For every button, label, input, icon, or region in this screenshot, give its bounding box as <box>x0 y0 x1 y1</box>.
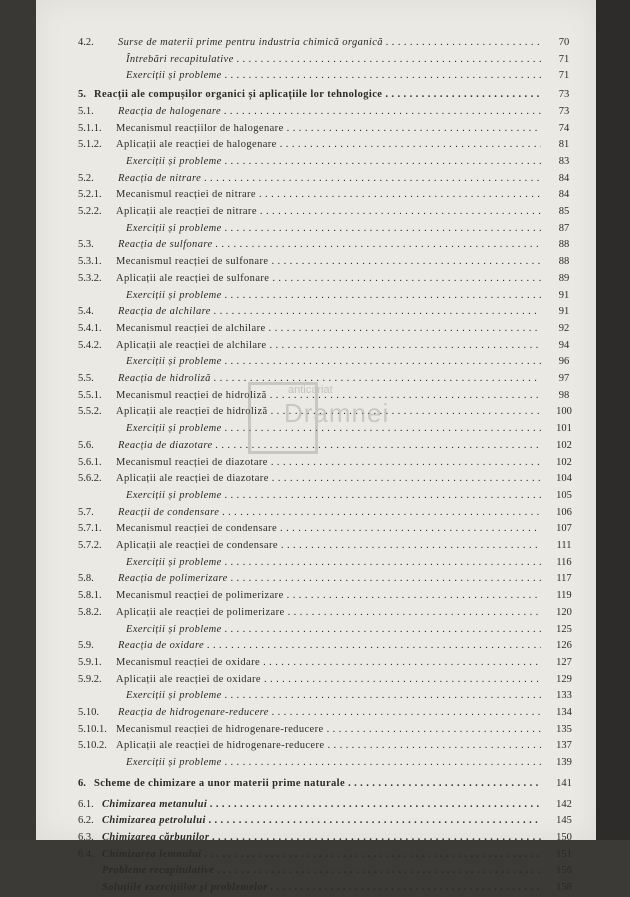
toc-entry-page: 135 <box>556 723 572 735</box>
toc-entry-number: 5.4.1. <box>78 322 102 334</box>
toc-entry-title: Scheme de chimizare a unor materii prime naturale . . . <box>94 775 541 793</box>
toc-entry-title: Reacția de polimerizare . . . <box>118 570 541 588</box>
toc-entry-page: 91 <box>558 289 570 301</box>
toc-entry-page: 141 <box>556 777 572 789</box>
toc-entry-title: Exerciții și probleme . . . <box>126 687 541 705</box>
toc-entry-number: 5.3. <box>78 239 94 251</box>
toc-entry-title: Reacția de nitrare . . . <box>118 170 541 188</box>
toc-entry-page: 150 <box>556 831 572 843</box>
toc-entry-page: 120 <box>556 606 572 618</box>
toc-entry-number: 5.2.1. <box>78 189 102 201</box>
toc-entry <box>36 637 596 655</box>
watermark-line2: Dramnei <box>284 398 390 428</box>
toc-entry-number: 6.2. <box>78 815 94 827</box>
toc-entry-page: 74 <box>558 122 570 134</box>
toc-entry-number: 6.3. <box>78 831 94 843</box>
toc-entry-title: Mecanismul reacției de hidroliză . . . <box>116 387 541 405</box>
toc-entry <box>36 270 596 288</box>
toc-entry-page: 158 <box>556 882 572 893</box>
toc-entry-title: Reacții de condensare . . . <box>118 504 541 522</box>
toc-entry <box>36 253 596 271</box>
toc-entry-title: Probleme recapitulative . . . <box>102 862 541 880</box>
toc-entry <box>36 775 596 793</box>
toc-entry <box>36 51 596 69</box>
toc-entry <box>36 470 596 488</box>
toc-entry-title: Reacția de sulfonare . . . <box>118 236 541 254</box>
toc-entry <box>36 320 596 338</box>
toc-entry <box>36 287 596 305</box>
toc-entry <box>36 170 596 188</box>
toc-entry-page: 107 <box>556 523 572 535</box>
toc-entry-title: Chimizarea petrolului . . . <box>102 812 541 830</box>
toc-entry-title: Aplicații ale reacției de polimerizare . . . <box>116 604 541 622</box>
toc-entry-title: Exerciții și probleme . . . <box>126 487 541 505</box>
toc-entry-page: 73 <box>558 89 570 101</box>
toc-entry <box>36 879 596 897</box>
toc-entry-title: Exerciții și probleme . . . <box>126 220 541 238</box>
toc-entry-number: 5.9.2. <box>78 673 102 685</box>
toc-entry-title: Exerciții și probleme . . . <box>126 420 541 438</box>
toc-entry-page: 137 <box>556 740 572 752</box>
toc-entry-number: 5.6.1. <box>78 456 102 468</box>
toc-entry <box>36 737 596 755</box>
toc-entry-number: 5.10.2. <box>78 740 107 752</box>
toc-entry-number: 5.1.2. <box>78 139 102 151</box>
toc-entry <box>36 754 596 772</box>
toc-entry <box>36 67 596 85</box>
toc-entry-number: 6.1. <box>78 798 94 810</box>
toc-entry-title: Aplicații ale reacției de nitrare . . . <box>116 203 541 221</box>
toc-entry <box>36 487 596 505</box>
toc-entry-page: 102 <box>556 439 572 451</box>
toc-entry-title: Aplicații ale reacției de hidroliză . . . <box>116 403 541 421</box>
toc-entry-title: Aplicații ale reacției de diazotare . . . <box>116 470 541 488</box>
toc-entry-title: Chimizarea cărbunilor . . . <box>102 829 541 847</box>
toc-entry-number: 5.10. <box>78 707 99 718</box>
toc-entry-page: 87 <box>558 222 570 234</box>
toc-entry-page: 129 <box>556 673 572 685</box>
toc-entry-page: 100 <box>556 406 572 418</box>
toc-entry <box>36 303 596 321</box>
toc-entry <box>36 454 596 472</box>
toc-entry-page: 104 <box>556 473 572 485</box>
toc-entry <box>36 537 596 555</box>
toc-entry-page: 81 <box>558 139 570 151</box>
toc-entry <box>36 520 596 538</box>
toc-entry-title: Exerciții și probleme . . . <box>126 67 541 85</box>
toc-entry-page: 117 <box>556 573 572 585</box>
toc-entry <box>36 687 596 705</box>
toc-entry <box>36 370 596 388</box>
toc-entry <box>36 704 596 722</box>
toc-entry-title: Mecanismul reacției de alchilare . . . <box>116 320 541 338</box>
toc-entry-page: 119 <box>556 590 572 602</box>
toc-entry <box>36 570 596 588</box>
toc-entry <box>36 604 596 622</box>
toc-entry-page: 73 <box>558 105 570 117</box>
toc-entry-title: Aplicații ale reacției de alchilare . . . <box>116 337 541 355</box>
toc-entry <box>36 504 596 522</box>
toc-entry-title: Reacția de halogenare . . . <box>118 103 541 121</box>
toc-entry <box>36 353 596 371</box>
toc-entry-page: 85 <box>558 206 570 217</box>
toc-entry-page: 142 <box>556 798 572 810</box>
toc-entry-page: 98 <box>558 389 570 401</box>
toc-entry-page: 88 <box>558 239 570 251</box>
toc-entry-title: Exerciții și probleme . . . <box>126 153 541 171</box>
toc-entry-title: Mecanismul reacției de condensare . . . <box>116 520 541 538</box>
toc-entry <box>36 554 596 572</box>
toc-entry-title: Întrebări recapitulative . . . <box>126 51 541 69</box>
toc-entry-number: 5.6.2. <box>78 473 102 485</box>
toc-entry-page: 111 <box>556 540 572 551</box>
toc-entry-number: 5.7. <box>78 506 94 518</box>
toc-entry-number: 5.7.1. <box>78 523 102 535</box>
toc-entry <box>36 829 596 847</box>
toc-entry-title: Mecanismul reacției de sulfonare . . . <box>116 253 541 271</box>
toc-entry <box>36 654 596 672</box>
toc-entry-page: 133 <box>556 690 572 702</box>
toc-entry-title: Aplicații ale reacției de hidrogenare-reducere . . . <box>116 737 541 755</box>
toc-entry-page: 126 <box>556 640 572 652</box>
toc-entry <box>36 236 596 254</box>
toc-entry <box>36 721 596 739</box>
table-of-contents <box>36 0 596 893</box>
toc-entry <box>36 203 596 221</box>
toc-entry-page: 83 <box>558 155 570 167</box>
toc-entry-number: 5.6. <box>78 439 94 451</box>
toc-entry-number: 5.7.2. <box>78 540 102 551</box>
toc-entry <box>36 34 596 52</box>
toc-entry-title: Exerciții și probleme . . . <box>126 621 541 639</box>
toc-entry-page: 101 <box>556 423 572 435</box>
toc-entry-title: Mecanismul reacției de hidrogenare-reducere . . . <box>116 721 541 739</box>
toc-entry-number: 5. <box>78 89 86 101</box>
toc-entry-page: 70 <box>558 37 570 48</box>
toc-entry <box>36 846 596 864</box>
toc-entry <box>36 103 596 121</box>
toc-entry <box>36 812 596 830</box>
toc-entry-page: 145 <box>556 815 572 827</box>
toc-entry-title: Aplicații ale reacției de halogenare . . . <box>116 136 541 154</box>
toc-entry-number: 5.8.1. <box>78 590 102 602</box>
toc-entry-title: Chimizarea metanului . . . <box>102 796 541 814</box>
toc-entry <box>36 403 596 421</box>
toc-entry-title: Mecanismul reacției de polimerizare . . . <box>116 587 541 605</box>
toc-entry-page: 139 <box>556 757 572 769</box>
toc-entry-title: Mecanismul reacției de oxidare . . . <box>116 654 541 672</box>
toc-entry-title: Surse de materii prime pentru industria chimică organică . . . <box>118 34 541 52</box>
toc-entry-page: 156 <box>556 865 572 877</box>
toc-entry-number: 5.4.2. <box>78 339 102 351</box>
toc-entry-page: 96 <box>558 356 570 368</box>
toc-entry-title: Exerciții și probleme . . . <box>126 554 541 572</box>
toc-entry-number: 5.5. <box>78 373 94 384</box>
toc-entry-number: 5.9.1. <box>78 656 102 668</box>
toc-entry-page: 106 <box>556 506 572 518</box>
scan-background-left <box>0 0 36 840</box>
toc-entry-number: 5.2.2. <box>78 206 102 217</box>
toc-entry-title: Aplicații ale reacției de condensare . . . <box>116 537 541 555</box>
toc-entry-number: 5.3.2. <box>78 272 102 284</box>
toc-entry-number: 4.2. <box>78 37 94 48</box>
toc-entry-page: 125 <box>556 623 572 635</box>
toc-entry <box>36 862 596 880</box>
toc-entry-page: 88 <box>558 256 570 268</box>
toc-entry-page: 71 <box>558 70 570 82</box>
toc-entry-title: Soluțiile exercițiilor și problemelor . . . <box>102 879 541 897</box>
toc-entry-page: 71 <box>558 53 570 65</box>
toc-entry-title: Mecanismul reacțiilor de halogenare . . . <box>116 120 541 138</box>
toc-entry-title: Mecanismul reacției de diazotare . . . <box>116 454 541 472</box>
toc-entry <box>36 220 596 238</box>
toc-entry-number: 5.2. <box>78 172 94 184</box>
toc-entry-title: Reacția de oxidare . . . <box>118 637 541 655</box>
toc-entry <box>36 86 596 104</box>
toc-entry <box>36 796 596 814</box>
toc-entry-number: 5.1. <box>78 105 94 117</box>
toc-entry <box>36 136 596 154</box>
toc-entry <box>36 387 596 405</box>
toc-entry <box>36 437 596 455</box>
toc-entry-page: 105 <box>556 489 572 501</box>
toc-entry <box>36 120 596 138</box>
toc-entry-number: 5.5.2. <box>78 406 102 418</box>
toc-entry <box>36 621 596 639</box>
toc-entry-page: 91 <box>558 306 570 318</box>
toc-entry-number: 6.4. <box>78 848 94 860</box>
toc-entry-title: Exerciții și probleme . . . <box>126 353 541 371</box>
toc-entry-number: 5.10.1. <box>78 723 107 735</box>
toc-entry-page: 84 <box>558 172 570 184</box>
toc-entry-page: 89 <box>558 272 570 284</box>
toc-entry-title: Exerciții și probleme . . . <box>126 754 541 772</box>
book-page <box>36 0 596 893</box>
toc-entry-number: 5.9. <box>78 640 94 652</box>
toc-entry-number: 6. <box>78 777 86 789</box>
toc-entry-page: 151 <box>556 848 572 860</box>
toc-entry-title: Aplicații ale reacției de sulfonare . . . <box>116 270 541 288</box>
toc-entry-number: 5.1.1. <box>78 122 102 134</box>
toc-entry <box>36 186 596 204</box>
toc-entry <box>36 420 596 438</box>
toc-entry-number: 5.3.1. <box>78 256 102 268</box>
toc-entry-title: Reacția de hidrogenare-reducere . . . <box>118 704 541 722</box>
toc-entry-page: 94 <box>558 339 570 351</box>
toc-entry-title: Reacția de alchilare . . . <box>118 303 541 321</box>
toc-entry-title: Chimizarea lemnului . . . <box>102 846 541 864</box>
toc-entry <box>36 671 596 689</box>
toc-entry-page: 102 <box>556 456 572 468</box>
toc-entry <box>36 587 596 605</box>
toc-entry-title: Reacția de hidroliză . . . <box>118 370 541 388</box>
toc-entry <box>36 153 596 171</box>
toc-entry-page: 84 <box>558 189 570 201</box>
toc-entry-page: 97 <box>558 373 570 384</box>
toc-entry-page: 92 <box>558 322 570 334</box>
toc-entry-number: 5.4. <box>78 306 94 318</box>
scan-background-right <box>596 0 630 840</box>
toc-entry-title: Mecanismul reacției de nitrare . . . <box>116 186 541 204</box>
toc-entry-number: 5.5.1. <box>78 389 102 401</box>
toc-entry-page: 127 <box>556 656 572 668</box>
toc-entry-number: 5.8.2. <box>78 606 102 618</box>
toc-entry-page: 116 <box>556 556 572 568</box>
toc-entry-title: Reacții ale compușilor organici și aplicațiile lor tehnologice . . . <box>94 86 541 104</box>
toc-entry-title: Reacția de diazotare . . . <box>118 437 541 455</box>
toc-entry-title: Aplicații ale reacției de oxidare . . . <box>116 671 541 689</box>
toc-entry-page: 134 <box>556 707 572 718</box>
watermark-line1: anticariat <box>288 384 333 396</box>
toc-entry <box>36 337 596 355</box>
toc-entry-title: Exerciții și probleme . . . <box>126 287 541 305</box>
toc-entry-number: 5.8. <box>78 573 94 585</box>
